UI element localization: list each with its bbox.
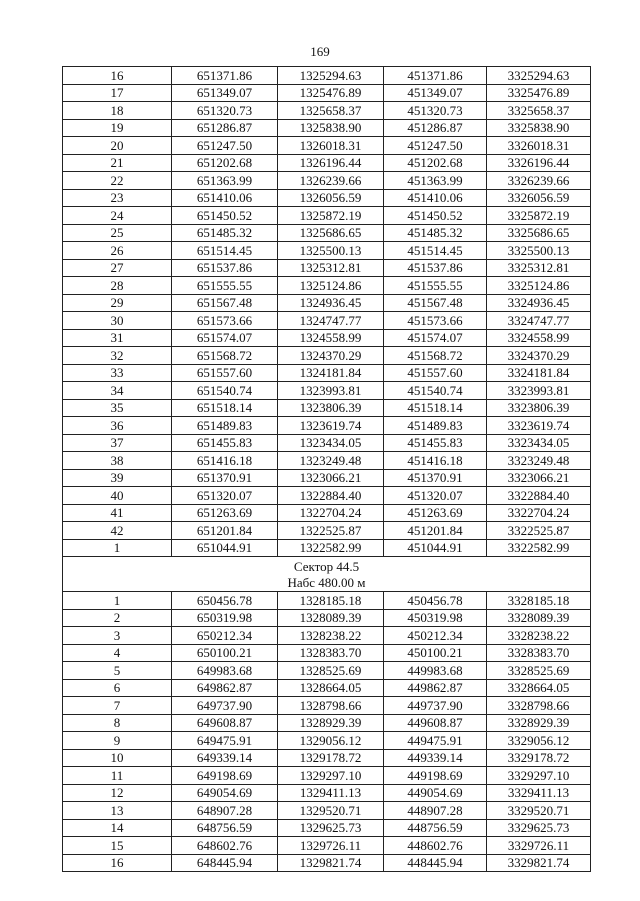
point-number-cell: 28 [63, 277, 172, 295]
y2-coordinate-cell: 3325838.90 [487, 119, 591, 137]
y-coordinate-cell: 1329821.74 [278, 854, 384, 872]
table-row [63, 67, 591, 85]
point-number-cell: 27 [63, 259, 172, 277]
x-coordinate-cell: 651320.07 [172, 487, 278, 505]
x2-coordinate-cell: 451363.99 [384, 172, 487, 190]
x-coordinate-cell: 651263.69 [172, 504, 278, 522]
y-coordinate-cell: 1329625.73 [278, 819, 384, 837]
x2-coordinate-cell: 451540.74 [384, 382, 487, 400]
point-number-cell: 24 [63, 207, 172, 225]
y2-coordinate-cell: 3325476.89 [487, 84, 591, 102]
x2-coordinate-cell: 451247.50 [384, 137, 487, 155]
x2-coordinate-cell: 451573.66 [384, 312, 487, 330]
point-number-cell: 2 [63, 609, 172, 627]
x-coordinate-cell: 648445.94 [172, 854, 278, 872]
y2-coordinate-cell: 3326196.44 [487, 154, 591, 172]
y2-coordinate-cell: 3329056.12 [487, 732, 591, 750]
table-row [63, 522, 591, 540]
x2-coordinate-cell: 448756.59 [384, 819, 487, 837]
table-row [63, 679, 591, 697]
x2-coordinate-cell: 451485.32 [384, 224, 487, 242]
y2-coordinate-cell: 3329726.11 [487, 837, 591, 855]
point-number-cell: 17 [63, 84, 172, 102]
y-coordinate-cell: 1329726.11 [278, 837, 384, 855]
point-number-cell: 16 [63, 67, 172, 85]
section-title: Сектор 44.5 [293, 558, 360, 574]
point-number-cell: 34 [63, 382, 172, 400]
x2-coordinate-cell: 451416.18 [384, 452, 487, 470]
table-row [63, 592, 591, 610]
point-number-cell: 21 [63, 154, 172, 172]
point-number-cell: 25 [63, 224, 172, 242]
table-row [63, 784, 591, 802]
y-coordinate-cell: 1325838.90 [278, 119, 384, 137]
point-number-cell: 40 [63, 487, 172, 505]
x2-coordinate-cell: 449339.14 [384, 749, 487, 767]
x2-coordinate-cell: 451568.72 [384, 347, 487, 365]
x-coordinate-cell: 651247.50 [172, 137, 278, 155]
y2-coordinate-cell: 3322884.40 [487, 487, 591, 505]
section-header-row [63, 557, 591, 592]
x-coordinate-cell: 651349.07 [172, 84, 278, 102]
x-coordinate-cell: 651567.48 [172, 294, 278, 312]
point-number-cell: 19 [63, 119, 172, 137]
point-number-cell: 36 [63, 417, 172, 435]
table-body-after [63, 592, 591, 872]
point-number-cell: 39 [63, 469, 172, 487]
y2-coordinate-cell: 3326018.31 [487, 137, 591, 155]
y-coordinate-cell: 1325124.86 [278, 277, 384, 295]
x2-coordinate-cell: 451371.86 [384, 67, 487, 85]
y2-coordinate-cell: 3325124.86 [487, 277, 591, 295]
x2-coordinate-cell: 451567.48 [384, 294, 487, 312]
y2-coordinate-cell: 3329411.13 [487, 784, 591, 802]
table-body-before [63, 67, 591, 557]
y-coordinate-cell: 1322704.24 [278, 504, 384, 522]
point-number-cell: 31 [63, 329, 172, 347]
x2-coordinate-cell: 451044.91 [384, 539, 487, 557]
section-header-body [63, 557, 591, 592]
x-coordinate-cell: 649198.69 [172, 767, 278, 785]
y2-coordinate-cell: 3328664.05 [487, 679, 591, 697]
table-row [63, 854, 591, 872]
point-number-cell: 18 [63, 102, 172, 120]
x-coordinate-cell: 650100.21 [172, 644, 278, 662]
table-row [63, 172, 591, 190]
table-row [63, 102, 591, 120]
y-coordinate-cell: 1328929.39 [278, 714, 384, 732]
point-number-cell: 15 [63, 837, 172, 855]
y2-coordinate-cell: 3326056.59 [487, 189, 591, 207]
table-row [63, 382, 591, 400]
x2-coordinate-cell: 451537.86 [384, 259, 487, 277]
x-coordinate-cell: 651555.55 [172, 277, 278, 295]
x-coordinate-cell: 651410.06 [172, 189, 278, 207]
x2-coordinate-cell: 449737.90 [384, 697, 487, 715]
y-coordinate-cell: 1323434.05 [278, 434, 384, 452]
y2-coordinate-cell: 3325658.37 [487, 102, 591, 120]
table-row [63, 837, 591, 855]
x-coordinate-cell: 651489.83 [172, 417, 278, 435]
y-coordinate-cell: 1324181.84 [278, 364, 384, 382]
point-number-cell: 5 [63, 662, 172, 680]
x2-coordinate-cell: 451450.52 [384, 207, 487, 225]
x2-coordinate-cell: 451370.91 [384, 469, 487, 487]
x-coordinate-cell: 651201.84 [172, 522, 278, 540]
x-coordinate-cell: 651557.60 [172, 364, 278, 382]
table-row [63, 154, 591, 172]
table-row [63, 697, 591, 715]
table-row [63, 714, 591, 732]
y2-coordinate-cell: 3324936.45 [487, 294, 591, 312]
x-coordinate-cell: 648756.59 [172, 819, 278, 837]
table-row [63, 749, 591, 767]
table-row [63, 662, 591, 680]
y-coordinate-cell: 1329056.12 [278, 732, 384, 750]
table-row [63, 539, 591, 557]
table-row [63, 84, 591, 102]
x-coordinate-cell: 649475.91 [172, 732, 278, 750]
x-coordinate-cell: 649983.68 [172, 662, 278, 680]
x2-coordinate-cell: 448602.76 [384, 837, 487, 855]
y2-coordinate-cell: 3328525.69 [487, 662, 591, 680]
x2-coordinate-cell: 449608.87 [384, 714, 487, 732]
y-coordinate-cell: 1323249.48 [278, 452, 384, 470]
y2-coordinate-cell: 3328185.18 [487, 592, 591, 610]
table-row [63, 504, 591, 522]
point-number-cell: 23 [63, 189, 172, 207]
x2-coordinate-cell: 451574.07 [384, 329, 487, 347]
y2-coordinate-cell: 3328238.22 [487, 627, 591, 645]
coordinates-table [62, 66, 591, 872]
x2-coordinate-cell: 451263.69 [384, 504, 487, 522]
point-number-cell: 8 [63, 714, 172, 732]
y2-coordinate-cell: 3329520.71 [487, 802, 591, 820]
x-coordinate-cell: 651371.86 [172, 67, 278, 85]
table-row [63, 802, 591, 820]
x-coordinate-cell: 651320.73 [172, 102, 278, 120]
y2-coordinate-cell: 3325872.19 [487, 207, 591, 225]
point-number-cell: 4 [63, 644, 172, 662]
y2-coordinate-cell: 3325312.81 [487, 259, 591, 277]
table-row [63, 294, 591, 312]
table-row [63, 259, 591, 277]
x2-coordinate-cell: 450100.21 [384, 644, 487, 662]
x2-coordinate-cell: 449198.69 [384, 767, 487, 785]
table-row [63, 644, 591, 662]
table-row [63, 819, 591, 837]
table-row [63, 452, 591, 470]
table-row [63, 364, 591, 382]
x-coordinate-cell: 651363.99 [172, 172, 278, 190]
point-number-cell: 26 [63, 242, 172, 260]
point-number-cell: 41 [63, 504, 172, 522]
x-coordinate-cell: 649608.87 [172, 714, 278, 732]
y2-coordinate-cell: 3328383.70 [487, 644, 591, 662]
y-coordinate-cell: 1324370.29 [278, 347, 384, 365]
y-coordinate-cell: 1328798.66 [278, 697, 384, 715]
x2-coordinate-cell: 451410.06 [384, 189, 487, 207]
x2-coordinate-cell: 450456.78 [384, 592, 487, 610]
x2-coordinate-cell: 451320.73 [384, 102, 487, 120]
table-row [63, 487, 591, 505]
y-coordinate-cell: 1323066.21 [278, 469, 384, 487]
table-row [63, 277, 591, 295]
y-coordinate-cell: 1322884.40 [278, 487, 384, 505]
table-row [63, 329, 591, 347]
x-coordinate-cell: 650212.34 [172, 627, 278, 645]
x-coordinate-cell: 651540.74 [172, 382, 278, 400]
x-coordinate-cell: 651450.52 [172, 207, 278, 225]
point-number-cell: 11 [63, 767, 172, 785]
table-row [63, 767, 591, 785]
point-number-cell: 29 [63, 294, 172, 312]
y-coordinate-cell: 1328525.69 [278, 662, 384, 680]
y-coordinate-cell: 1324747.77 [278, 312, 384, 330]
y2-coordinate-cell: 3328089.39 [487, 609, 591, 627]
y-coordinate-cell: 1326018.31 [278, 137, 384, 155]
y2-coordinate-cell: 3324370.29 [487, 347, 591, 365]
x-coordinate-cell: 651568.72 [172, 347, 278, 365]
point-number-cell: 14 [63, 819, 172, 837]
x2-coordinate-cell: 451202.68 [384, 154, 487, 172]
y2-coordinate-cell: 3322704.24 [487, 504, 591, 522]
table-row [63, 417, 591, 435]
y-coordinate-cell: 1326056.59 [278, 189, 384, 207]
x-coordinate-cell: 651573.66 [172, 312, 278, 330]
y2-coordinate-cell: 3325500.13 [487, 242, 591, 260]
x-coordinate-cell: 651202.68 [172, 154, 278, 172]
x-coordinate-cell: 651537.86 [172, 259, 278, 277]
x2-coordinate-cell: 451555.55 [384, 277, 487, 295]
y-coordinate-cell: 1329178.72 [278, 749, 384, 767]
y-coordinate-cell: 1325872.19 [278, 207, 384, 225]
y2-coordinate-cell: 3323434.05 [487, 434, 591, 452]
point-number-cell: 37 [63, 434, 172, 452]
point-number-cell: 42 [63, 522, 172, 540]
point-number-cell: 13 [63, 802, 172, 820]
page-number: 169 [310, 44, 330, 59]
y-coordinate-cell: 1329297.10 [278, 767, 384, 785]
x2-coordinate-cell: 451518.14 [384, 399, 487, 417]
y-coordinate-cell: 1323993.81 [278, 382, 384, 400]
x2-coordinate-cell: 449862.87 [384, 679, 487, 697]
x-coordinate-cell: 649339.14 [172, 749, 278, 767]
x2-coordinate-cell: 451349.07 [384, 84, 487, 102]
y2-coordinate-cell: 3329178.72 [487, 749, 591, 767]
point-number-cell: 7 [63, 697, 172, 715]
x-coordinate-cell: 651044.91 [172, 539, 278, 557]
x2-coordinate-cell: 448445.94 [384, 854, 487, 872]
point-number-cell: 1 [63, 592, 172, 610]
x2-coordinate-cell: 451455.83 [384, 434, 487, 452]
y-coordinate-cell: 1325686.65 [278, 224, 384, 242]
y-coordinate-cell: 1322525.87 [278, 522, 384, 540]
table-row [63, 119, 591, 137]
point-number-cell: 1 [63, 539, 172, 557]
x-coordinate-cell: 650319.98 [172, 609, 278, 627]
y-coordinate-cell: 1325476.89 [278, 84, 384, 102]
x-coordinate-cell: 648602.76 [172, 837, 278, 855]
x2-coordinate-cell: 451557.60 [384, 364, 487, 382]
point-number-cell: 12 [63, 784, 172, 802]
y-coordinate-cell: 1328664.05 [278, 679, 384, 697]
point-number-cell: 30 [63, 312, 172, 330]
x-coordinate-cell: 649737.90 [172, 697, 278, 715]
y2-coordinate-cell: 3324181.84 [487, 364, 591, 382]
y-coordinate-cell: 1329520.71 [278, 802, 384, 820]
y-coordinate-cell: 1323806.39 [278, 399, 384, 417]
y-coordinate-cell: 1325500.13 [278, 242, 384, 260]
x-coordinate-cell: 648907.28 [172, 802, 278, 820]
y2-coordinate-cell: 3328798.66 [487, 697, 591, 715]
y-coordinate-cell: 1325294.63 [278, 67, 384, 85]
x-coordinate-cell: 651370.91 [172, 469, 278, 487]
table-row [63, 224, 591, 242]
y-coordinate-cell: 1326239.66 [278, 172, 384, 190]
x-coordinate-cell: 649862.87 [172, 679, 278, 697]
y2-coordinate-cell: 3323619.74 [487, 417, 591, 435]
y2-coordinate-cell: 3324747.77 [487, 312, 591, 330]
x2-coordinate-cell: 451286.87 [384, 119, 487, 137]
y2-coordinate-cell: 3323249.48 [487, 452, 591, 470]
x2-coordinate-cell: 451514.45 [384, 242, 487, 260]
y-coordinate-cell: 1328089.39 [278, 609, 384, 627]
x-coordinate-cell: 651574.07 [172, 329, 278, 347]
point-number-cell: 3 [63, 627, 172, 645]
table-row [63, 189, 591, 207]
y-coordinate-cell: 1329411.13 [278, 784, 384, 802]
x2-coordinate-cell: 450212.34 [384, 627, 487, 645]
table-row [63, 609, 591, 627]
x2-coordinate-cell: 451201.84 [384, 522, 487, 540]
y2-coordinate-cell: 3324558.99 [487, 329, 591, 347]
x-coordinate-cell: 649054.69 [172, 784, 278, 802]
x-coordinate-cell: 651455.83 [172, 434, 278, 452]
y2-coordinate-cell: 3329821.74 [487, 854, 591, 872]
point-number-cell: 32 [63, 347, 172, 365]
x2-coordinate-cell: 448907.28 [384, 802, 487, 820]
table-row [63, 434, 591, 452]
table-row [63, 627, 591, 645]
table-row [63, 312, 591, 330]
y-coordinate-cell: 1325312.81 [278, 259, 384, 277]
table-row [63, 137, 591, 155]
y-coordinate-cell: 1328383.70 [278, 644, 384, 662]
x-coordinate-cell: 651514.45 [172, 242, 278, 260]
table-row [63, 207, 591, 225]
x-coordinate-cell: 651485.32 [172, 224, 278, 242]
y2-coordinate-cell: 3328929.39 [487, 714, 591, 732]
point-number-cell: 35 [63, 399, 172, 417]
y2-coordinate-cell: 3326239.66 [487, 172, 591, 190]
y2-coordinate-cell: 3329297.10 [487, 767, 591, 785]
section-header-cell [63, 557, 591, 592]
y-coordinate-cell: 1324558.99 [278, 329, 384, 347]
point-number-cell: 9 [63, 732, 172, 750]
table-row [63, 242, 591, 260]
x2-coordinate-cell: 451320.07 [384, 487, 487, 505]
y2-coordinate-cell: 3323066.21 [487, 469, 591, 487]
x2-coordinate-cell: 450319.98 [384, 609, 487, 627]
y-coordinate-cell: 1326196.44 [278, 154, 384, 172]
y2-coordinate-cell: 3329625.73 [487, 819, 591, 837]
point-number-cell: 38 [63, 452, 172, 470]
y2-coordinate-cell: 3323806.39 [487, 399, 591, 417]
point-number-cell: 20 [63, 137, 172, 155]
x-coordinate-cell: 651286.87 [172, 119, 278, 137]
y2-coordinate-cell: 3325294.63 [487, 67, 591, 85]
x-coordinate-cell: 651518.14 [172, 399, 278, 417]
y-coordinate-cell: 1322582.99 [278, 539, 384, 557]
point-number-cell: 6 [63, 679, 172, 697]
y-coordinate-cell: 1328185.18 [278, 592, 384, 610]
table-row [63, 399, 591, 417]
point-number-cell: 22 [63, 172, 172, 190]
table-row [63, 469, 591, 487]
point-number-cell: 10 [63, 749, 172, 767]
y-coordinate-cell: 1328238.22 [278, 627, 384, 645]
x2-coordinate-cell: 451489.83 [384, 417, 487, 435]
point-number-cell: 16 [63, 854, 172, 872]
y2-coordinate-cell: 3322582.99 [487, 539, 591, 557]
x-coordinate-cell: 650456.78 [172, 592, 278, 610]
x2-coordinate-cell: 449475.91 [384, 732, 487, 750]
y-coordinate-cell: 1323619.74 [278, 417, 384, 435]
y2-coordinate-cell: 3325686.65 [487, 224, 591, 242]
point-number-cell: 33 [63, 364, 172, 382]
table-row [63, 732, 591, 750]
x-coordinate-cell: 651416.18 [172, 452, 278, 470]
y2-coordinate-cell: 3323993.81 [487, 382, 591, 400]
section-subtitle: Набс 480.00 м [287, 574, 366, 590]
y-coordinate-cell: 1325658.37 [278, 102, 384, 120]
y-coordinate-cell: 1324936.45 [278, 294, 384, 312]
table-row [63, 347, 591, 365]
y2-coordinate-cell: 3322525.87 [487, 522, 591, 540]
x2-coordinate-cell: 449054.69 [384, 784, 487, 802]
x2-coordinate-cell: 449983.68 [384, 662, 487, 680]
